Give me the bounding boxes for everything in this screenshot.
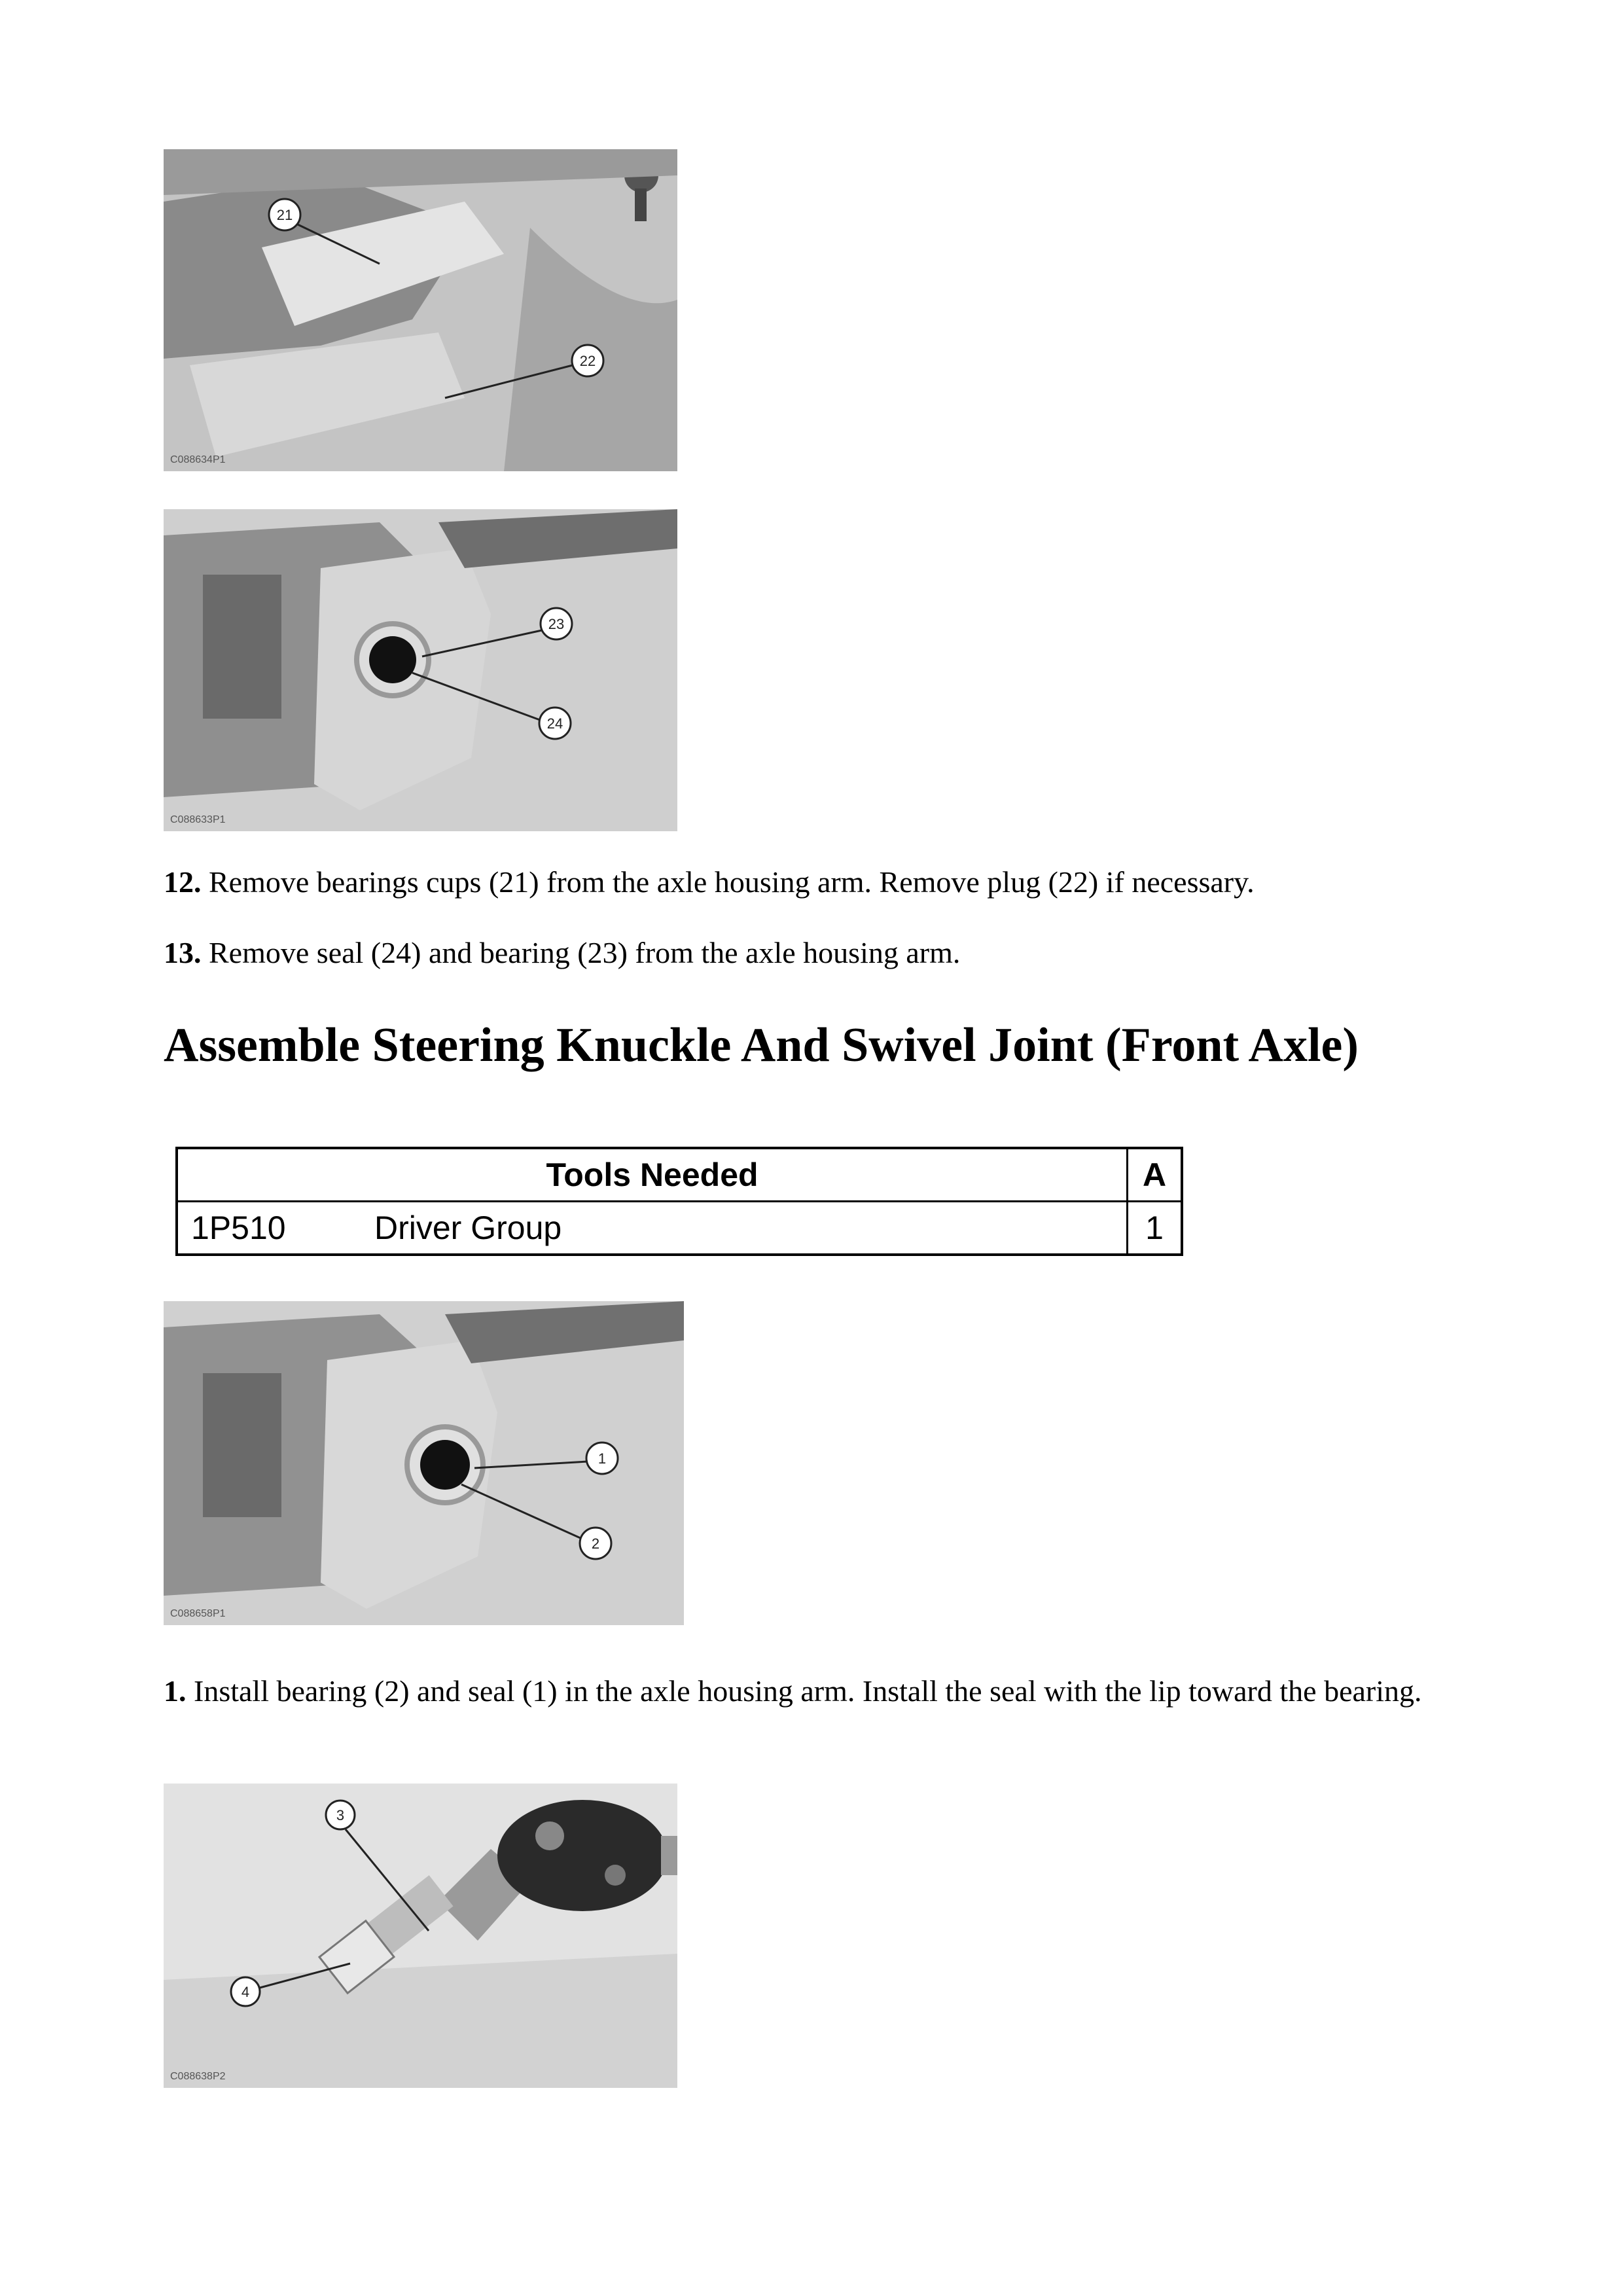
figure-1-code: C088634P1 [170,454,226,465]
step-12-number: 12. [164,865,202,899]
figure-4-illustration [164,1784,677,2088]
figure-3-illustration [164,1301,684,1625]
tools-table-row [177,1202,1182,1255]
figure-4-callout-1: 3 [336,1807,345,1823]
tool-part-number: 1P510 [177,1202,361,1255]
tools-table-header: Tools Needed [177,1148,1128,1202]
figure-2-illustration [164,509,677,831]
figure-1-callout-1: 21 [276,207,293,223]
step-1-number: 1. [164,1674,187,1708]
figure-2-callout-1: 23 [548,616,565,632]
figure-3-photo [164,1301,684,1625]
step-1-text: Install bearing (2) and seal (1) in the axle housing arm. Install the seal with the lip toward the bearing. [186,1674,1422,1708]
figure-2-code: C088633P1 [170,814,226,825]
step-13-text: Remove seal (24) and bearing (23) from the axle housing arm. [201,936,961,969]
figure-2-callout-2: 24 [546,715,563,732]
figure-3-code: C088658P1 [170,1608,226,1619]
step-1 [164,1673,1472,1710]
step-12-text: Remove bearings cups (21) from the axle housing arm. Remove plug (22) if necessary. [201,865,1255,899]
section-heading: Assemble Steering Knuckle And Swivel Joint (Front Axle) [164,1018,1359,1072]
tools-needed-table [175,1147,1183,1256]
tool-quantity: 1 [1128,1202,1183,1255]
figure-2-photo [164,509,677,831]
figure-4-photo [164,1784,677,2088]
tools-table-header-row [177,1148,1182,1202]
figure-4-callout-2: 4 [241,1984,250,2000]
figure-3-callout-2: 2 [591,1535,600,1552]
figure-1-callout-2: 22 [579,353,596,369]
step-13-number: 13. [164,936,202,969]
tool-description: Driver Group [361,1202,1128,1255]
figure-3-callout-1: 1 [597,1450,607,1467]
figure-1-illustration [164,149,677,471]
figure-1-photo [164,149,677,471]
figure-4-code: C088638P2 [170,2071,226,2082]
step-12 [164,864,1472,901]
tools-table-col-a: A [1128,1148,1183,1202]
step-13 [164,935,1472,971]
